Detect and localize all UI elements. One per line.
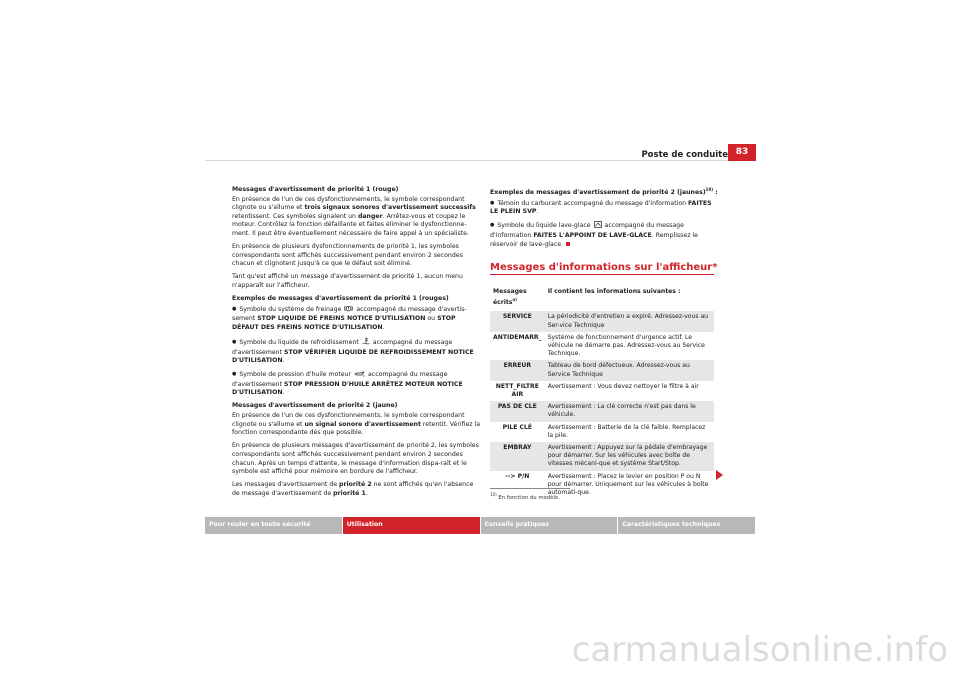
priority2-multiple-paragraph: En présence de plusieurs messages d'avertissement de priorité 2, les symboles correspondants sont affichés successivement pendant environ 2 secondes chacun. Après un temps d'attente, le message d'information dispa-raît et le symbole est affiché pour mémoire en bordure de l'afficheur. — [232, 442, 479, 476]
watermark: carmanualsonline.info — [571, 630, 948, 670]
coolant-example-item: ● Symbole du liquide de refroidissement accompagné du message d'avertissement STOP VÉRIFIER LIQUIDE DE REFROIDISSEMENT NOTICE D'UTILISATION. — [232, 337, 482, 366]
section-title: Messages d'informations sur l'afficheur* — [490, 262, 718, 273]
page-title: Poste de conduite — [641, 150, 728, 160]
section-rule — [490, 274, 714, 275]
display-messages-table — [490, 284, 714, 499]
message-description: Avertissement : Placez le levier en position P ou N pour démarrer. Uniquement sur les véhicules à boîte automati-que. — [547, 472, 709, 497]
message-code: ERREUR — [490, 360, 545, 380]
brake-example-item: ● Symbole du système de freinage accompagné du message d'avertis-sement STOP LIQUIDE DE FREINS NOTICE D'UTILISATION ou STOP DÉFAUT DES FREINS NOTICE D'UTILISATION. — [232, 305, 482, 333]
table-header-messages: Messages écrits$^{a)}$ — [493, 288, 527, 307]
priority2-examples-heading: Exemples de messages d'avertissement de priorité 2 (jaunes)$^{10)}$ : — [490, 187, 718, 197]
message-code: EMBRAY — [490, 442, 545, 471]
fuel-example-item: ● Témoin du carburant accompagné du message d'information FAITES LE PLEIN SVP. — [490, 199, 718, 217]
priority2-paragraph: En présence de l'un de ces dysfonctionnements, le symbole correspondant clignote ou s'allume et un signal sonore d'avertissement retentit. Vérifiez la fonction correspondante dès que possible. — [232, 412, 481, 437]
priority1-multiple-paragraph: En présence de plusieurs dysfonctionnements de priorité 1, les symboles correspondants sont affichés successivement pendant environ 2 secondes chacun et clignotent jusqu'à ce que le défaut soit éliminé. — [232, 243, 463, 268]
priority1-paragraph: En présence de l'un de ces dysfonctionnements, le symbole correspondant clignote ou s'allume et trois signaux sonores d'avertissement successifs retentissent. Ces symboles signalent un danger. Arrêtez-vous et coupez le moteur. Contrôlez la fonction défaillante et faites éliminer le dysfonctionne-ment. Il peut être éventuellement nécessaire de faire appel à un spécialiste. — [232, 195, 476, 237]
message-code: NETT_FILTRE AIR — [495, 382, 539, 399]
table-row — [490, 381, 714, 401]
table-row — [490, 311, 714, 331]
table-row — [490, 401, 714, 421]
tab-usage[interactable]: Utilisation — [343, 517, 480, 534]
message-description: Tableau de bord défectueux. Adressez-vous au Service Technique — [545, 360, 714, 380]
priority2-display-paragraph: Les messages d'avertissement de priorité 2 ne sont affichés qu'en l'absence de message d'avertissement de priorité 1. — [232, 481, 474, 497]
message-code: SERVICE — [490, 311, 545, 331]
message-code: PILE CLÉ — [502, 423, 533, 431]
message-description: Avertissement : Vous devez nettoyer le filtre à air — [547, 382, 699, 390]
left-column — [232, 186, 482, 503]
tab-practical-tips[interactable]: Conseils pratiques — [481, 517, 618, 534]
brake-warning-icon — [344, 305, 353, 316]
tab-safety[interactable]: Pour rouler en toute sécurité — [205, 517, 342, 534]
message-description: Avertissement : Appuyez sur la pédale d'embrayage pour démarrer. Sur les véhicules avec boîte de vitesses mécani-que et système Start/Stop. — [545, 442, 714, 471]
table-row — [490, 422, 714, 442]
table-header-info: Il contient les informations suivantes : — [547, 288, 681, 295]
message-description: Avertissement : La clé correcte n'est pas dans le véhicule. — [545, 401, 714, 421]
message-code: PAS DE CLE — [490, 401, 545, 421]
message-code: --> P/N — [505, 472, 530, 480]
priority1-examples-heading: Exemples de messages d'avertissement de priorité 1 (rouges) — [232, 295, 449, 303]
table-row — [490, 332, 714, 361]
message-description: La périodicité d'entretien a expiré. Adressez-vous au Ser-vice Technique — [545, 311, 714, 331]
message-code: ANTIDEMARR_ — [493, 333, 542, 341]
oil-pressure-example-item: ● Symbole de pression d'huile moteur accompagné du message d'avertissement STOP PRESSION D'HUILE ARRÊTEZ MOTEUR NOTICE D'UTILISATION. — [232, 370, 482, 398]
priority1-menu-paragraph: Tant qu'est affiché un message d'avertissement de priorité 1, aucun menu n'apparaît sur l'afficheur. — [232, 273, 463, 289]
footnote-rule — [490, 488, 570, 489]
footnote: $^{10)}$ En fonction du modèle. — [490, 492, 560, 501]
tab-technical-specs[interactable]: Caractéristiques techniques — [618, 517, 755, 534]
table-header-row — [490, 284, 714, 311]
priority2-heading: Messages d'avertissement de priorité 2 (jaune) — [232, 402, 398, 410]
message-description: Système de fonctionnement d'urgence actif. Le véhicule ne démarre pas. Adressez-vous au Service Technique. — [547, 333, 705, 358]
end-of-section-icon — [566, 242, 570, 246]
washer-example-item: ● Symbole du liquide lave-glace accompagné du message d'information FAITES L'APPOINT DE LAVE-GLACE. Remplissez le réservoir de lave-glace. — [490, 221, 718, 249]
message-description: Avertissement : Batterie de la clé faible. Remplacez la pile. — [547, 423, 706, 439]
right-column — [490, 186, 718, 254]
header-rule — [205, 160, 755, 161]
table-row — [490, 360, 714, 380]
next-page-arrow-icon[interactable] — [716, 470, 723, 480]
page-number-badge: 83 — [728, 144, 756, 161]
priority1-heading: Messages d'avertissement de priorité 1 (rouge) — [232, 186, 399, 193]
coolant-icon — [362, 337, 370, 349]
table-row — [490, 442, 714, 471]
section-tabs — [205, 517, 755, 534]
oil-pressure-icon — [354, 371, 365, 381]
washer-fluid-icon — [594, 221, 602, 232]
